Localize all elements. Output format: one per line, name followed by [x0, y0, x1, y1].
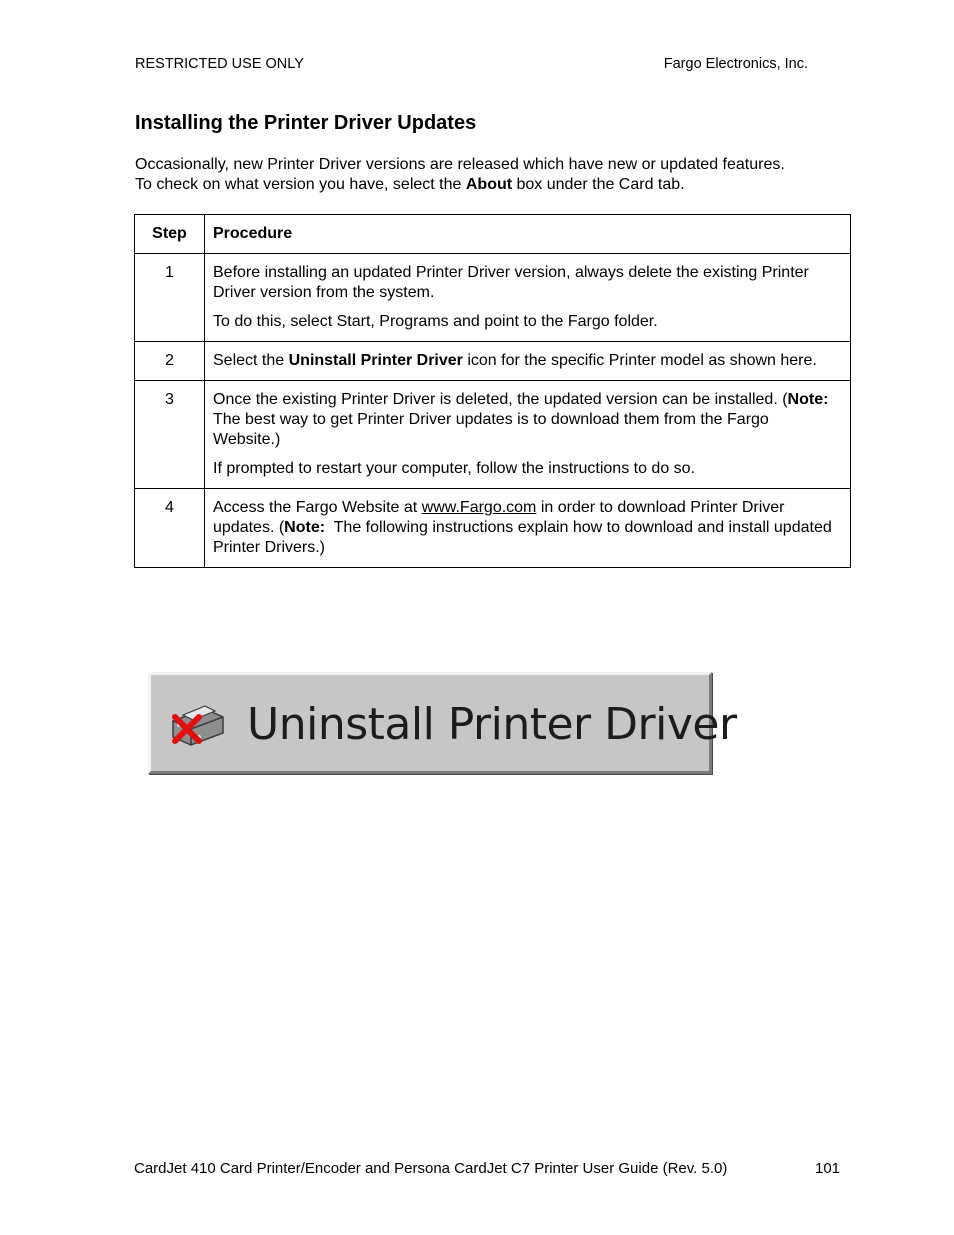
procedure-bold: Uninstall Printer Driver [288, 352, 463, 369]
intro-about-bold: About [465, 176, 513, 193]
procedure-text: To do this, select Start, Programs and point to the Fargo folder. [213, 313, 658, 330]
header-step: Step [135, 215, 205, 254]
procedure-text [213, 351, 840, 371]
procedure-cell [205, 254, 851, 342]
procedure-text-mid: in order to download Printer Driver updates. ( [213, 499, 785, 536]
step-number: 3 [135, 381, 205, 489]
step-number: 1 [135, 254, 205, 342]
procedure-text-post: icon for the specific Printer model as shown here. [462, 352, 817, 369]
procedure-text [213, 498, 840, 558]
procedure-text-pre: Access the Fargo Website at [213, 499, 422, 516]
page-number: 101 [815, 1160, 841, 1177]
procedure-text-pre: Once the existing Printer Driver is deleted, the updated version can be installed. ( [213, 391, 788, 408]
procedure-cell [205, 489, 851, 568]
table-row [135, 254, 851, 342]
intro-line2-post: box under the Card tab. [512, 176, 685, 193]
uninstall-printer-driver-button[interactable] [148, 672, 737, 774]
step-number: 4 [135, 489, 205, 568]
procedure-cell [205, 381, 851, 489]
procedure-text: If prompted to restart your computer, follow the instructions to do so. [213, 460, 696, 477]
procedure-text: Before installing an updated Printer Driver version, always delete the existing Printer Driver version from the system. [213, 264, 809, 301]
procedure-table [134, 214, 851, 568]
procedure-text-pre: Select the [213, 352, 289, 369]
table-row [135, 381, 851, 489]
header-procedure: Procedure [205, 215, 851, 254]
header-company: Fargo Electronics, Inc. [663, 56, 808, 72]
step-number: 2 [135, 342, 205, 381]
table-header-row [135, 215, 851, 254]
uninstall-button-label: Uninstall Printer Driver [247, 699, 737, 750]
printer-delete-icon [165, 695, 229, 753]
header-restricted: RESTRICTED USE ONLY [135, 56, 304, 72]
intro-line1: Occasionally, new Printer Driver versions are released which have new or updated features. [135, 156, 785, 173]
section-title: Installing the Printer Driver Updates [135, 112, 477, 134]
procedure-cell [205, 342, 851, 381]
note-bold: Note: [787, 391, 829, 408]
table-row [135, 489, 851, 568]
procedure-text-post: The following instructions explain how to download and install updated Printer Drivers.) [213, 519, 837, 556]
intro-line2-pre: To check on what version you have, select the [135, 176, 466, 193]
intro-paragraph [135, 155, 855, 195]
fargo-website-link[interactable]: www.Fargo.com [421, 499, 537, 516]
note-bold: Note: [284, 519, 326, 536]
footer-guide-title: CardJet 410 Card Printer/Encoder and Persona CardJet C7 Printer User Guide (Rev. 5.0) [134, 1160, 728, 1177]
procedure-text-post: The best way to get Printer Driver updates is to download them from the Fargo Website.) [213, 391, 838, 448]
table-row [135, 342, 851, 381]
procedure-text [213, 390, 840, 450]
